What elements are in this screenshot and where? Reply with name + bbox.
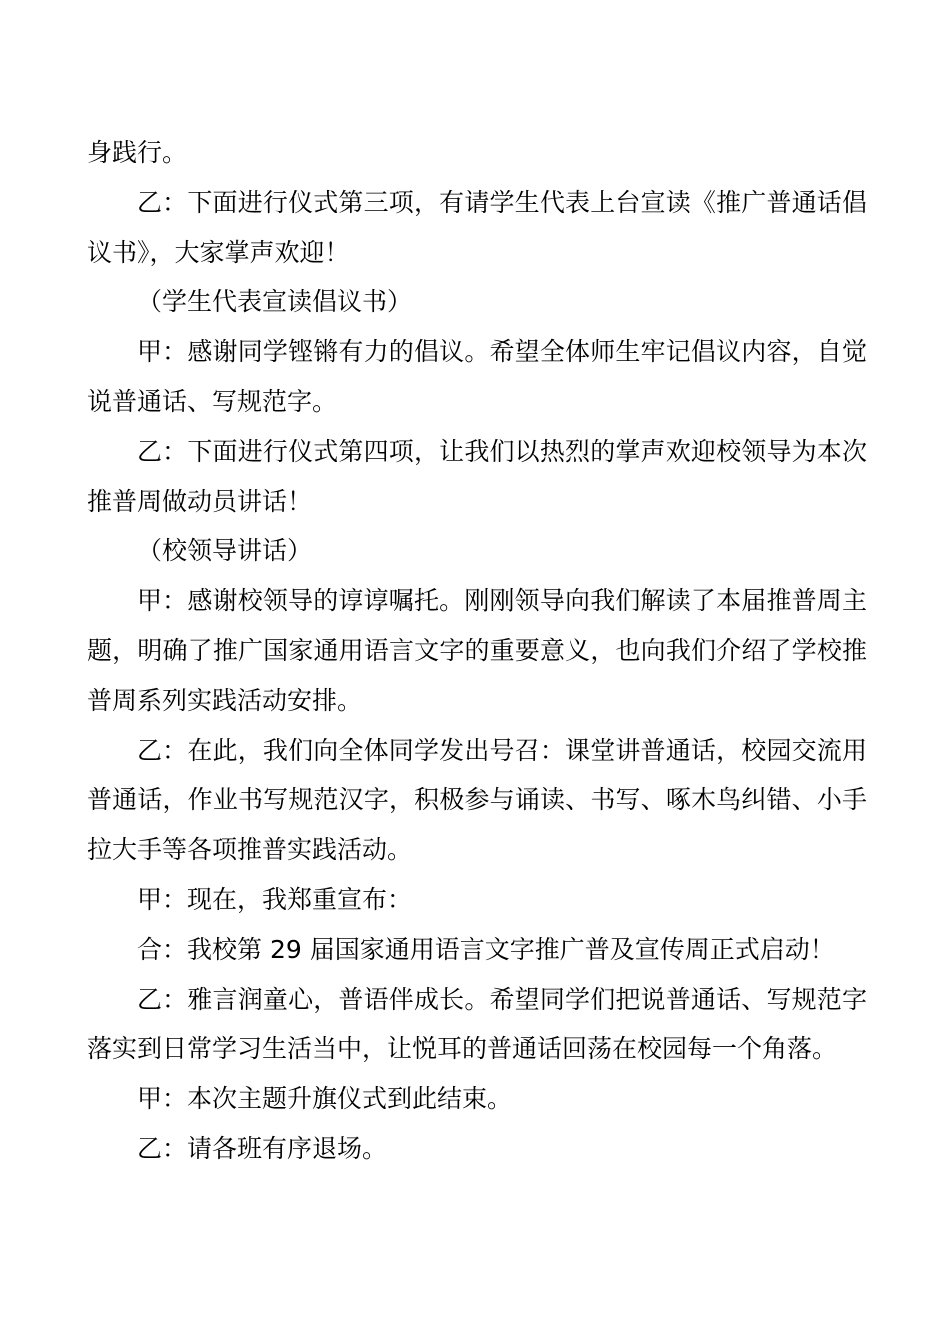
paragraph-closing-wish: 乙：雅言润童心，普语伴成长。希望同学们把说普通话、写规范字落实到日常学习生活当中，让悦耳的普通话回荡在校园每一个角落。 — [87, 984, 867, 1064]
paragraph-thanks-leader: 甲：感谢校领导的谆谆嘱托。刚刚领导向我们解读了本届推普周主题，明确了推广国家通用语言文字的重要意义，也向我们介绍了学校推普周系列实践活动安排。 — [87, 586, 867, 715]
paragraph-call-to-action: 乙：在此，我们向全体同学发出号召：课堂讲普通话，校园交流用普通话，作业书写规范汉字，积极参与诵读、书写、啄木鸟纠错、小手拉大手等各项推普实践活动。 — [87, 735, 867, 865]
paragraph-dismissal: 乙：请各班有序退场。 — [137, 1133, 388, 1163]
paragraph-ceremony-end: 甲：本次主题升旗仪式到此结束。 — [137, 1084, 513, 1114]
paragraph-announce-item-four: 乙：下面进行仪式第四项，让我们以热烈的掌声欢迎校领导为本次推普周做动员讲话！ — [87, 436, 867, 516]
stage-direction-student-reading: （学生代表宣读倡议书） — [137, 287, 413, 317]
paragraph-continuation: 身践行。 — [87, 138, 188, 167]
stage-direction-leader-speech: （校领导讲话） — [137, 536, 313, 566]
document-page — [87, 128, 867, 1174]
paragraph-declaration-intro: 甲：现在，我郑重宣布： — [137, 884, 413, 914]
paragraph-declaration: 合：我校第 29 届国家通用语言文字推广普及宣传周正式启动！ — [137, 934, 835, 964]
paragraph-thanks-student: 甲：感谢同学铿锵有力的倡议。希望全体师生牢记倡议内容，自觉说普通话、写规范字。 — [87, 337, 867, 416]
paragraph-announce-item-three: 乙：下面进行仪式第三项，有请学生代表上台宣读《推广普通话倡议书》，大家掌声欢迎！ — [87, 187, 867, 267]
